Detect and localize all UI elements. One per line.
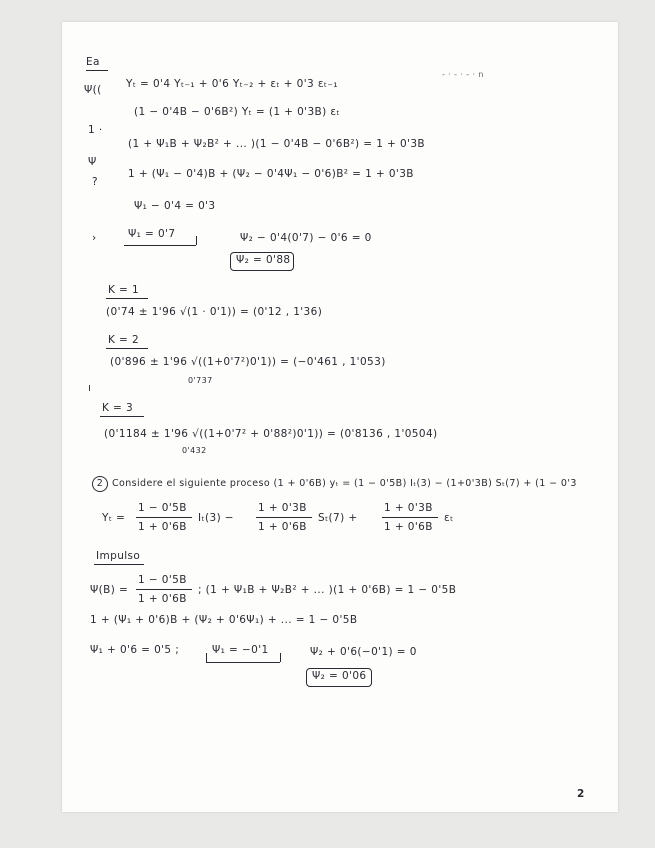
k2-underline (106, 348, 148, 349)
p2-f3-num: 1 + 0'3B (384, 502, 433, 514)
impulse-psi-num: 1 − 0'5B (138, 574, 187, 586)
impulse-psi2: Ψ₂ = 0'06 (312, 670, 367, 682)
p2-f3-den: 1 + 0'6B (384, 521, 433, 533)
left-note-4: ? (92, 176, 98, 188)
p2-f2-den: 1 + 0'6B (258, 521, 307, 533)
line-operator: (1 − 0'4B − 0'6B²) Yₜ = (1 + 0'3B) εₜ (134, 106, 340, 118)
k3-expr: (0'1184 ± 1'96 √((1+0'7² + 0'88²)0'1)) = (0'8136 , 1'0504) (104, 428, 438, 440)
problem-2-text: Considere el siguiente proceso (1 + 0'6B) yₜ = (1 − 0'5B) Iₜ(3) − (1+0'3B) Sₜ(7) + (1 − 0'3 (112, 478, 577, 489)
psi1-underline-tick (196, 236, 197, 245)
left-note-1: Ψ(( (84, 84, 102, 96)
p2-f1-den: 1 + 0'6B (138, 521, 187, 533)
p2-f1-bar (136, 517, 192, 518)
stray-mark: ı (88, 382, 92, 394)
p2-f3-bar (382, 517, 438, 518)
p2-y-label: Yₜ = (102, 512, 126, 524)
line-psi1: Ψ₁ = 0'7 (128, 228, 176, 240)
top-right-note: - · - · - · n (442, 70, 484, 79)
k1-expr: (0'74 ± 1'96 √(1 · 0'1)) = (0'12 , 1'36) (106, 306, 323, 318)
notebook-page (62, 22, 618, 812)
k2-note: 0'737 (188, 376, 213, 385)
k3-label: K = 3 (102, 402, 134, 414)
k1-underline (106, 298, 148, 299)
k2-label: K = 2 (108, 334, 140, 346)
impulse-line-2: 1 + (Ψ₁ + 0'6)B + (Ψ₂ + 0'6Ψ₁) + ... = 1 − 0'5B (90, 614, 358, 626)
heading-underline (86, 70, 108, 71)
impulse-psi1-tick-right (280, 653, 281, 662)
impulse-psi1-eq: Ψ₁ + 0'6 = 0'5 ; (90, 644, 180, 656)
k3-note: 0'432 (182, 446, 207, 455)
impulse-psi-label: Ψ(B) = (90, 584, 129, 596)
left-note-5: › (92, 232, 97, 244)
p2-f2-num: 1 + 0'3B (258, 502, 307, 514)
p2-f1-num: 1 − 0'5B (138, 502, 187, 514)
p2-f3-term: εₜ (444, 512, 454, 524)
k3-underline (100, 416, 144, 417)
heading: Ea (86, 56, 100, 68)
line-model: Yₜ = 0'4 Yₜ₋₁ + 0'6 Yₜ₋₂ + εₜ + 0'3 εₜ₋₁ (126, 78, 338, 90)
impulse-psi-bar (136, 589, 192, 590)
line-psi2: Ψ₂ = 0'88 (236, 254, 291, 266)
line-expansion: 1 + (Ψ₁ − 0'4)B + (Ψ₂ − 0'4Ψ₁ − 0'6)B² = 1 + 0'3B (128, 168, 414, 180)
p2-f2-bar (256, 517, 312, 518)
problem-2-number: 2 (92, 476, 108, 492)
k2-expr: (0'896 ± 1'96 √((1+0'7²)0'1)) = (−0'461 , 1'053) (110, 356, 386, 368)
k1-label: K = 1 (108, 284, 140, 296)
impulse-title: Impulso (96, 550, 141, 562)
psi1-underline (124, 245, 196, 246)
impulse-psi1-tick-left (206, 653, 207, 662)
p2-f2-term: Sₜ(7) + (318, 512, 358, 524)
left-note-3: Ψ (88, 156, 97, 168)
impulse-psi-den: 1 + 0'6B (138, 593, 187, 605)
left-note-2: 1 · (88, 124, 103, 136)
p2-f1-term: Iₜ(3) − (198, 512, 235, 524)
page-number: 2 (577, 788, 585, 800)
impulse-underline (94, 564, 144, 565)
line-psi-product: (1 + Ψ₁B + Ψ₂B² + ... )(1 − 0'4B − 0'6B²) = 1 + 0'3B (128, 138, 426, 150)
line-psi1-eq: Ψ₁ − 0'4 = 0'3 (134, 200, 216, 212)
impulse-psi-rest: ; (1 + Ψ₁B + Ψ₂B² + ... )(1 + 0'6B) = 1 − 0'5B (198, 584, 457, 596)
impulse-psi1-underline (206, 662, 280, 663)
impulse-psi2-eq: Ψ₂ + 0'6(−0'1) = 0 (310, 646, 417, 658)
impulse-psi1: Ψ₁ = −0'1 (212, 644, 269, 656)
line-psi2-eq: Ψ₂ − 0'4(0'7) − 0'6 = 0 (240, 232, 372, 244)
